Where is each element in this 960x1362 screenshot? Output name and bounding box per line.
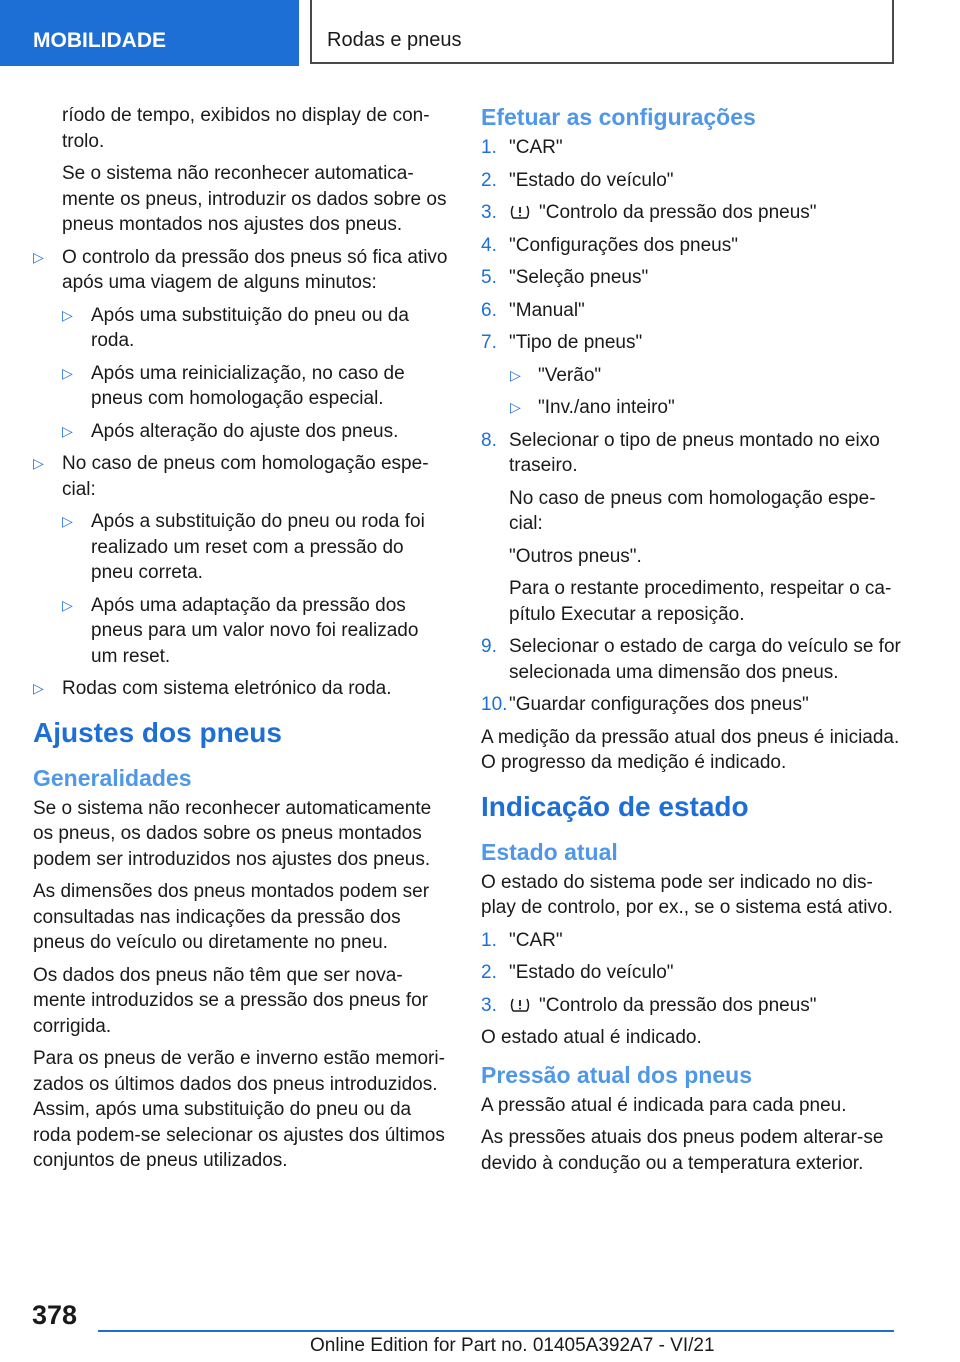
paragraph: Se o sistema não reconhecer automaticamente os pneus, os dados sobre os pneus montados podem ser introduzidos nos ajustes dos pneus. xyxy=(33,797,432,870)
step-number: 1. xyxy=(481,137,497,158)
list-item: ▷ Após alteração do ajuste dos pneus. xyxy=(33,419,448,445)
triangle-bullet-icon: ▷ xyxy=(510,399,521,415)
triangle-bullet-icon: ▷ xyxy=(33,455,44,471)
step-item: 3. "Controlo da pressão dos pneus" xyxy=(481,200,901,226)
step-item: 7. "Tipo de pneus" xyxy=(481,330,901,356)
step-continuation: No caso de pneus com homologação especial: xyxy=(509,487,876,534)
subsection-heading: Generalidades xyxy=(33,764,192,791)
triangle-bullet-icon: ▷ xyxy=(62,422,73,439)
step-number: 3. xyxy=(481,994,497,1016)
triangle-bullet-icon: ▷ xyxy=(62,364,73,381)
paragraph: O estado do sistema pode ser indicado no display de controlo, por ex., se o sistema está ativo. xyxy=(481,871,893,918)
section-heading: Ajustes dos pneus xyxy=(33,716,282,748)
paragraph: A medição da pressão atual dos pneus é iniciada. O progresso da medição é indicado. xyxy=(481,726,900,773)
step-number: 3. xyxy=(481,202,497,223)
step-item: 5. "Seleção pneus" xyxy=(481,265,901,291)
paragraph: A pressão atual é indicada para cada pneu. xyxy=(481,1094,847,1116)
section-label: MOBILIDADE xyxy=(33,29,166,52)
subsection-heading: Estado atual xyxy=(481,838,618,865)
step-item: 2. "Estado do veículo" xyxy=(481,168,901,194)
step-number: 6. xyxy=(481,299,497,321)
step-item: 1. "CAR" xyxy=(481,135,901,161)
step-item: 2. "Estado do veículo" xyxy=(481,960,901,986)
step-number: 2. xyxy=(481,962,497,983)
footer-divider xyxy=(98,1330,894,1332)
step-number: 10. xyxy=(481,694,508,715)
chapter-label: Rodas e pneus xyxy=(327,29,462,51)
section-tab xyxy=(0,0,299,66)
paragraph: As dimensões dos pneus montados podem ser consultadas nas indicações da pressão dos pneus do veículo ou diretamente no pneu. xyxy=(33,881,430,953)
step-number: 7. xyxy=(481,332,497,353)
step-continuation: "Outros pneus". xyxy=(509,545,642,567)
step-item: 9. Selecionar o estado de carga do veículo se for selecionada uma dimensão dos pneus. xyxy=(481,636,901,683)
triangle-bullet-icon: ▷ xyxy=(510,366,521,383)
step-number: 2. xyxy=(481,169,497,191)
list-item: ▷ Após a substituição do pneu ou roda foi realizado um reset com a pressão do pneu correta. xyxy=(62,511,425,583)
tire-pressure-warning-icon xyxy=(509,203,531,221)
step-number: 1. xyxy=(481,929,497,951)
tire-pressure-warning-icon xyxy=(509,996,531,1014)
step-item: 1. "CAR" xyxy=(481,928,901,954)
section-heading: Indicação de estado xyxy=(481,790,749,822)
subsection-heading: Efetuar as configurações xyxy=(481,104,756,130)
paragraph: O estado atual é indicado. xyxy=(481,1027,702,1048)
step-item: 6. "Manual" xyxy=(481,298,901,324)
footer-edition: Online Edition for Part no. 01405A392A7 - VI/21 xyxy=(310,1335,715,1356)
list-item: ▷ Após uma adaptação da pressão dos pneus para um valor novo foi realizado um reset. xyxy=(62,594,419,667)
paragraph: ríodo de tempo, exibidos no display de controlo. xyxy=(62,105,430,152)
list-item: ▷ No caso de pneus com homologação especial: xyxy=(33,453,429,500)
triangle-bullet-icon: ▷ xyxy=(33,248,44,265)
list-item: ▷ Rodas com sistema eletrónico da roda. xyxy=(33,676,448,702)
page-number: 378 xyxy=(32,1300,78,1330)
step-number: 8. xyxy=(481,429,497,451)
triangle-bullet-icon: ▷ xyxy=(62,513,73,529)
right-column xyxy=(481,103,901,1183)
paragraph: Para os pneus de verão e inverno estão memorizados os últimos dados dos pneus introduzidos. Assim, após uma substituição do pneu ou da roda podem-se selecionar os ajustes dos últimos conjuntos de pneus utilizados. xyxy=(33,1048,445,1171)
list-item: ▷ Após uma substituição do pneu ou da roda. xyxy=(62,304,409,351)
paragraph: Se o sistema não reconhecer automaticamente os pneus, introduzir os dados sobre os pneus montados nos ajustes dos pneus. xyxy=(62,163,447,235)
left-column xyxy=(33,103,448,1181)
list-item: ▷ O controlo da pressão dos pneus só fica ativo após uma viagem de alguns minutos: xyxy=(33,246,448,293)
subsection-heading: Pressão atual dos pneus xyxy=(481,1061,752,1088)
step-number: 5. xyxy=(481,267,497,288)
triangle-bullet-icon: ▷ xyxy=(33,680,44,696)
step-item: 8. Selecionar o tipo de pneus montado no eixo traseiro. xyxy=(481,429,880,476)
step-item: 10. "Guardar configurações dos pneus" xyxy=(481,692,901,718)
step-number: 9. xyxy=(481,636,497,657)
triangle-bullet-icon: ▷ xyxy=(62,596,73,613)
paragraph: As pressões atuais dos pneus podem alterar-se devido à condução ou a temperatura exterior. xyxy=(481,1127,884,1174)
step-item: 3. "Controlo da pressão dos pneus" xyxy=(481,993,901,1019)
paragraph: Os dados dos pneus não têm que ser novamente introduzidos se a pressão dos pneus for corrigida. xyxy=(33,964,429,1037)
step-number: 4. xyxy=(481,234,497,256)
triangle-bullet-icon: ▷ xyxy=(62,306,73,323)
step-continuation: Para o restante procedimento, respeitar o capítulo Executar a reposição. xyxy=(509,578,892,625)
chapter-tab xyxy=(310,0,894,64)
list-item: ▷ "Verão" xyxy=(481,363,901,389)
list-item: ▷ "Inv./ano inteiro" xyxy=(481,395,901,421)
list-item: ▷ Após uma reinicialização, no caso de pneus com homologação especial. xyxy=(62,362,405,409)
step-item: 4. "Configurações dos pneus" xyxy=(481,233,901,259)
